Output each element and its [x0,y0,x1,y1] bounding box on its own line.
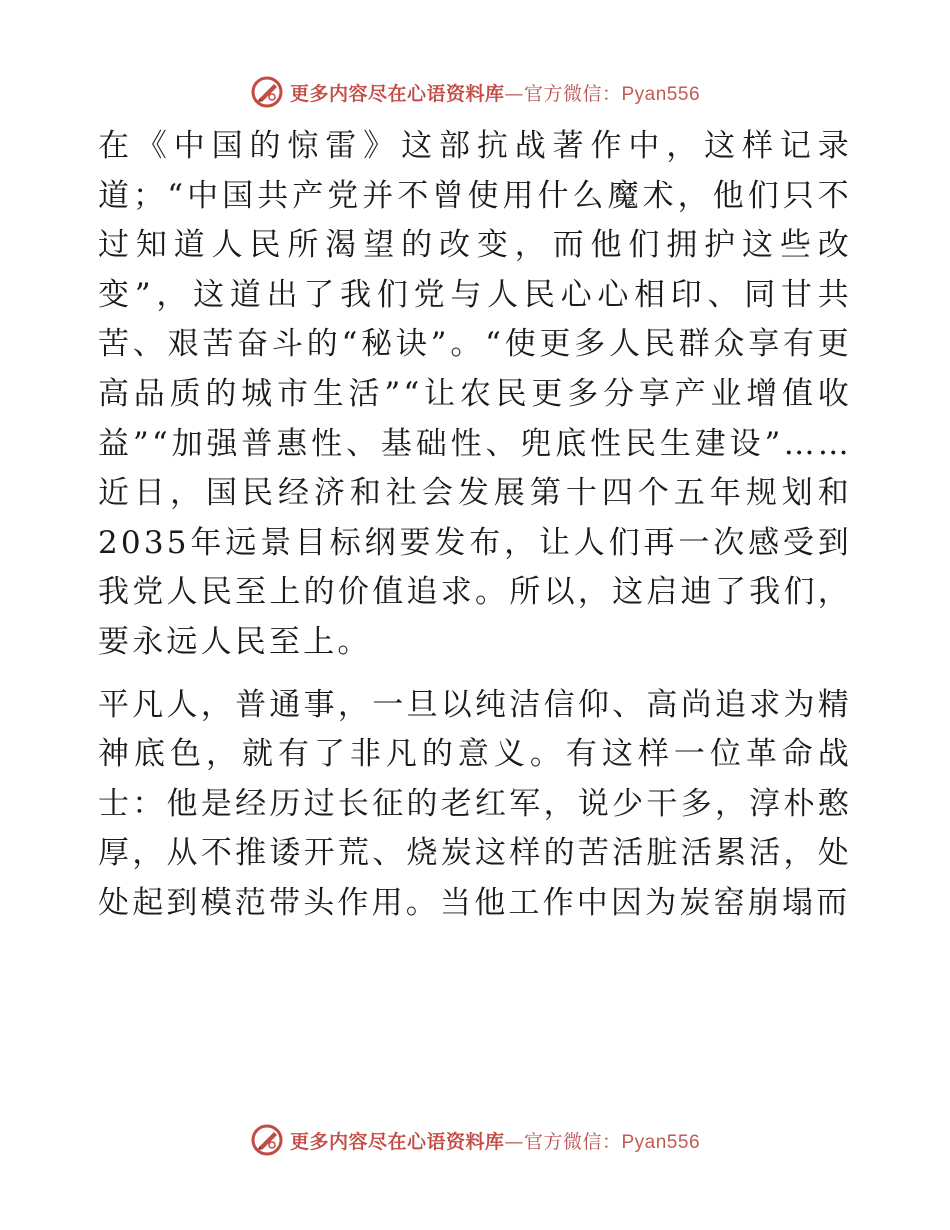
watermark-wechat-label: 官方微信： [523,1130,622,1153]
body-paragraph-2: 平凡人，普通事，一旦以纯洁信仰、高尚追求为精神底色，就有了非凡的意义。有这样一位革命战士：他是经历过长征的老红军，说少干多，淳朴憨厚，从不推诿开荒、烧炭这样的苦活脏活累活，处处起到模范带头作用。当他工作中因为炭窑崩塌而 [98,686,852,921]
footer-watermark [0,1120,950,1160]
watermark-separator: — [504,1130,524,1153]
header-watermark-text [290,79,700,106]
pen-emblem-icon [250,1123,284,1157]
watermark-separator: — [504,82,524,105]
watermark-brand: 更多内容尽在心语资料库 [289,1130,505,1153]
pen-emblem-icon [250,75,284,109]
footer-watermark-text [290,1127,700,1154]
watermark-brand: 更多内容尽在心语资料库 [289,82,505,105]
watermark-wechat-id: Pyan556 [621,83,701,105]
watermark-wechat-label: 官方微信： [523,82,622,105]
watermark-wechat-id: Pyan556 [621,1131,701,1153]
header-watermark [0,72,950,112]
document-body [98,122,852,929]
body-paragraph-1: 在《中国的惊雷》这部抗战著作中，这样记录道；“中国共产党并不曾使用什么魔术，他们只不过知道人民所渴望的改变，而他们拥护这些改变”，这道出了我们党与人民心心相印、同甘共苦、艰苦奋斗的“秘诀”。“使更多人民群众享有更高品质的城市生活”“让农民更多分享产业增值收益”“加强普惠性、基础性、兜底性民生建设”……近日，国民经济和社会发展第十四个五年规划和2035年远景目标纲要发布，让人们再一次感受到我党人民至上的价值追求。所以，这启迪了我们，要永远人民至上。 [98,128,852,660]
